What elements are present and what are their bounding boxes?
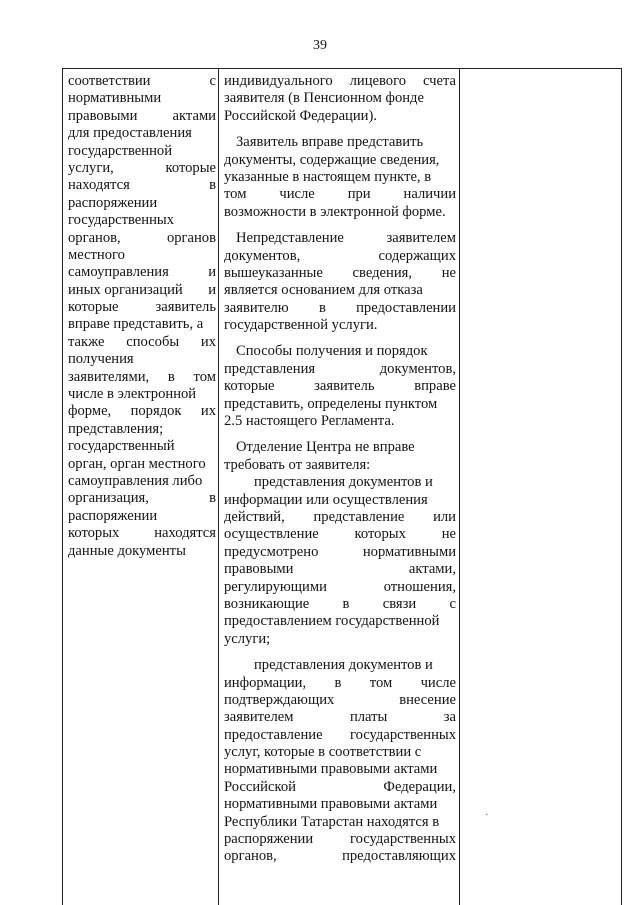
word: представить, определены пунктом: [224, 395, 438, 412]
word: для предоставления: [68, 125, 192, 142]
word: услуги,: [68, 159, 114, 176]
text-line: [68, 369, 216, 386]
paragraph-gap: [224, 334, 456, 343]
text-line: [68, 456, 216, 473]
text-line: [68, 490, 216, 507]
word: Российской Федерации).: [224, 107, 377, 124]
word: индивидуального: [224, 73, 333, 89]
word: нормативными: [68, 90, 162, 107]
word: вправе: [414, 378, 456, 395]
page-number: 39: [313, 38, 327, 53]
text-line: [68, 90, 216, 107]
word: является основанием для отказа: [224, 282, 423, 299]
text-line: [224, 831, 456, 848]
word: которые: [224, 378, 275, 395]
text-line: [224, 396, 456, 413]
word: возможности в электронной форме.: [224, 203, 446, 220]
text-line: [224, 509, 456, 526]
word: при: [347, 186, 371, 203]
text-line: [224, 814, 456, 831]
text-line: [68, 264, 216, 281]
column-divider-2: [459, 69, 460, 905]
regulation-table: [62, 68, 622, 905]
paragraph-gap: [224, 648, 456, 657]
text-line: [68, 386, 216, 403]
word: способы: [126, 333, 180, 350]
word: предоставление: [224, 726, 323, 743]
word: числе: [420, 674, 456, 691]
word: указанные в настоящем пункте, в: [224, 168, 432, 185]
text-line: [224, 204, 456, 221]
word: информации,: [224, 674, 307, 691]
word: представления;: [68, 420, 164, 437]
text-line: [224, 230, 456, 247]
word: предоставляющих: [342, 848, 456, 865]
text-line: [224, 657, 456, 674]
text-line: [224, 73, 456, 90]
text-line: [68, 508, 216, 525]
word: связи: [382, 595, 417, 612]
word: которых: [68, 525, 120, 542]
word: с: [449, 595, 456, 612]
word: государственный: [68, 438, 175, 455]
word: которые: [68, 299, 119, 316]
word: возникающие: [224, 595, 310, 612]
word: актами,: [408, 561, 456, 578]
word: лицевого: [349, 73, 406, 89]
text-line: [224, 378, 456, 395]
word: представления документов и: [254, 474, 433, 491]
word: регулирующими: [224, 578, 327, 595]
word: в: [209, 177, 216, 194]
text-line: [224, 709, 456, 726]
word: орган, орган местного: [68, 455, 206, 472]
word: в: [209, 490, 216, 507]
text-line: [224, 300, 456, 317]
word: государственной: [68, 142, 173, 159]
text-line: [224, 169, 456, 186]
text-line: [68, 177, 216, 194]
text-line: [68, 438, 216, 455]
scan-speck: ·: [485, 810, 489, 821]
text-line: [224, 413, 456, 430]
text-line: [224, 248, 456, 265]
word: платы: [349, 709, 388, 726]
word: предусмотрено: [224, 543, 319, 560]
text-line: [68, 334, 216, 351]
word: порядок: [130, 403, 182, 420]
text-line: [224, 613, 456, 630]
word: вышеуказанные: [224, 264, 323, 281]
text-line: [68, 282, 216, 299]
paragraph-gap: [224, 430, 456, 439]
word: нормативными: [362, 543, 456, 560]
word: правовыми: [68, 107, 138, 124]
word: находятся: [154, 525, 216, 542]
text-line: [68, 212, 216, 229]
word: находятся: [68, 177, 130, 194]
word: информации или осуществления: [224, 491, 428, 508]
text-line: [224, 343, 456, 360]
word: правовыми: [224, 561, 294, 578]
word: самоуправления: [68, 264, 169, 281]
word: государственных: [68, 212, 175, 229]
text-line: [224, 796, 456, 813]
word: нормативными правовыми актами: [224, 796, 438, 813]
text-line: [68, 195, 216, 212]
text-line: [224, 265, 456, 282]
text-line: [224, 675, 456, 692]
word: сведения,: [352, 264, 412, 281]
word: счета: [422, 73, 456, 89]
text-line: [224, 848, 456, 865]
word: заявителями,: [68, 368, 150, 385]
text-line: [68, 160, 216, 177]
text-line: [224, 90, 456, 107]
text-line: [224, 779, 456, 796]
word: заявителя (в Пенсионном фонде: [224, 90, 424, 107]
table-cell-left: [68, 73, 216, 560]
text-line: [224, 282, 456, 299]
text-line: [224, 631, 456, 648]
text-line: [224, 761, 456, 778]
text-line: [224, 361, 456, 378]
word: актами: [172, 107, 216, 124]
word: распоряжении: [68, 507, 158, 524]
word: содержащих: [378, 247, 456, 264]
word: государственных: [349, 831, 456, 848]
text-line: [68, 525, 216, 542]
text-line: [224, 744, 456, 761]
text-line: [68, 421, 216, 438]
text-line: [68, 403, 216, 420]
word: представления: [224, 360, 316, 377]
word: внесение: [399, 691, 456, 708]
word: в: [342, 595, 350, 612]
word: 2.5 настоящего Регламента.: [224, 413, 395, 430]
word: том: [224, 186, 247, 203]
text-line: [224, 579, 456, 596]
word: предоставлением государственной: [224, 613, 440, 630]
word: которые: [165, 159, 216, 176]
word: заявитель: [155, 299, 216, 316]
word: документы, содержащие сведения,: [224, 151, 440, 168]
word: осуществление: [224, 526, 319, 543]
word: отношения,: [383, 578, 456, 595]
text-line: [224, 317, 456, 334]
word: заявителем: [386, 230, 456, 247]
text-line: [68, 473, 216, 490]
column-divider-1: [218, 69, 219, 905]
text-line: [68, 247, 216, 264]
text-line: [224, 561, 456, 578]
word: Способы получения и порядок: [236, 343, 428, 360]
word: форме,: [68, 403, 112, 420]
text-line: [224, 692, 456, 709]
text-line: [68, 316, 216, 333]
word: вправе представить, а: [68, 316, 204, 333]
word: органов,: [68, 229, 121, 246]
word: числе: [279, 186, 315, 203]
text-line: [224, 492, 456, 509]
word: Непредставление: [236, 230, 344, 247]
word: том: [369, 674, 393, 691]
word: за: [443, 709, 456, 726]
text-line: [68, 108, 216, 125]
word: или: [433, 508, 456, 525]
word: Федерации,: [383, 778, 456, 795]
word: том: [193, 368, 216, 385]
text-line: [68, 543, 216, 560]
word: организация,: [68, 490, 149, 507]
word: получения: [68, 351, 134, 368]
word: и: [208, 281, 216, 298]
word: документов,: [379, 360, 456, 377]
text-line: [68, 351, 216, 368]
word: их: [200, 403, 216, 420]
word: в: [334, 674, 342, 691]
word: органов,: [224, 848, 277, 865]
word: Российской: [224, 778, 296, 795]
text-line: [224, 186, 456, 203]
word: услуги;: [224, 630, 271, 647]
word: государственной услуги.: [224, 317, 378, 334]
text-line: [68, 125, 216, 142]
word: данные документы: [68, 542, 186, 559]
word: числе в электронной: [68, 386, 197, 403]
table-cell-middle: [224, 73, 456, 866]
word: иных организаций: [68, 281, 183, 298]
word: Отделение Центра не вправе: [236, 439, 415, 456]
text-line: [68, 73, 216, 90]
word: заявителем: [224, 709, 294, 726]
word: самоуправления либо: [68, 472, 203, 489]
text-line: [68, 230, 216, 247]
word: не: [441, 264, 456, 281]
word: Республики Татарстан находятся в: [224, 813, 440, 830]
word: Заявитель вправе представить: [236, 134, 424, 151]
text-line: [224, 457, 456, 474]
word: в: [318, 299, 326, 316]
word: действий,: [224, 508, 285, 525]
text-line: [224, 544, 456, 561]
word: и: [208, 264, 216, 281]
text-line: [224, 152, 456, 169]
text-line: [224, 596, 456, 613]
word: соответствии: [68, 73, 151, 89]
word: наличии: [403, 186, 456, 203]
word: представления документов и: [254, 657, 433, 674]
word: их: [200, 333, 216, 350]
text-line: [224, 134, 456, 151]
text-line: [68, 143, 216, 160]
word: распоряжении: [68, 194, 158, 211]
word: нормативными правовыми актами: [224, 761, 438, 778]
word: требовать от заявителя:: [224, 456, 371, 473]
text-line: [68, 299, 216, 316]
word: органов: [166, 229, 216, 246]
text-line: [224, 439, 456, 456]
text-line: [224, 526, 456, 543]
word: заявитель: [314, 378, 375, 395]
word: заявителю: [224, 299, 289, 316]
word: в: [167, 368, 175, 385]
word: документов,: [224, 247, 301, 264]
word: которых: [354, 526, 406, 543]
word: распоряжении: [224, 831, 314, 848]
text-line: [224, 474, 456, 491]
word: подтверждающих: [224, 691, 335, 708]
paragraph-gap: [224, 125, 456, 134]
word: услуг, которые в соответствии с: [224, 744, 422, 761]
word: представление: [313, 508, 405, 525]
text-line: [224, 108, 456, 125]
word: также: [68, 333, 105, 350]
paragraph-gap: [224, 221, 456, 230]
word: предоставлении: [356, 299, 456, 316]
word: местного: [68, 246, 125, 263]
word: с: [209, 73, 216, 89]
text-line: [224, 727, 456, 744]
word: не: [441, 526, 456, 543]
word: государственных: [349, 726, 456, 743]
